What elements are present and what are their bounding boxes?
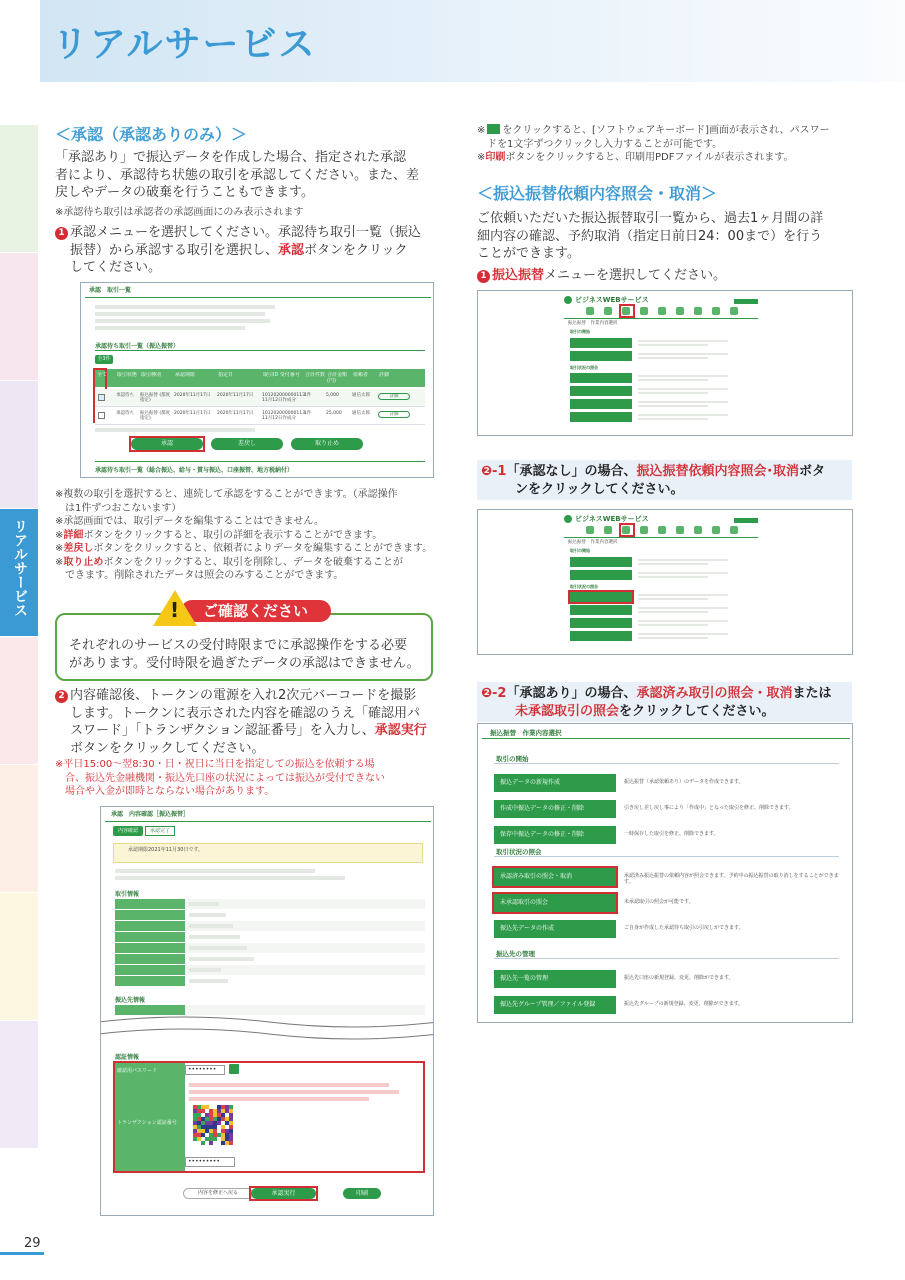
- approved-keyword: 承認済み取引の照会・取消: [636, 686, 793, 701]
- band2-text: [481, 685, 851, 721]
- portal-green-rule: [564, 318, 758, 319]
- time-note: [55, 758, 440, 799]
- step-number-2: 2: [55, 690, 68, 703]
- portal-nav-icon[interactable]: [676, 307, 684, 315]
- placeholder-line: [638, 563, 708, 565]
- highlight-transfer-menu: [619, 304, 635, 318]
- placeholder-line: [638, 353, 728, 355]
- step-current: 内容確認: [113, 826, 143, 836]
- approver-note: ※承認待ち取引は承認者の承認画面にのみ表示されます: [55, 207, 304, 218]
- band1-text: [481, 463, 851, 499]
- menu-item-desc: 承認済み振込振替の依頼内容が照会できます。予約中の振込振替の取り消しをすることができます。: [624, 873, 839, 885]
- portal-breadcrumb: 振込振替 作業内容選択: [568, 540, 618, 545]
- notice-text: 承認期限2021年11月30日です。: [128, 847, 204, 853]
- menu-item-desc: 引き戻し差し戻し事により「作成中」となった取引を修正、削除できます。: [624, 805, 794, 811]
- info-section-title: 取引情報: [115, 891, 140, 898]
- menu-item-desc: 一時保存した取引を修正、削除できます。: [624, 831, 719, 837]
- portal-menu-button[interactable]: [570, 631, 632, 641]
- band-number: ❷-2: [481, 686, 507, 701]
- text-line: 内容確認後、トークンの電源を入れ2次元バーコードを撮影: [70, 688, 417, 703]
- divider: [95, 461, 425, 462]
- highlight-inquiry-button: [568, 590, 634, 604]
- dest-section-title: 振込先情報: [115, 997, 146, 1004]
- portal-green-rule: [564, 537, 758, 538]
- portal-logo-icon: [564, 296, 572, 304]
- portal-menu-button[interactable]: [570, 605, 632, 615]
- page-number: 29: [24, 1236, 41, 1251]
- menu-section-rule: [494, 763, 839, 764]
- table-cell: 2020年11月17日: [217, 393, 254, 398]
- text-line: ことができます。: [477, 246, 580, 261]
- note-line: [55, 556, 435, 570]
- warning-title-badge: ご確認ください: [181, 600, 331, 622]
- text-line: ※: [477, 152, 486, 163]
- pw-label: 確認用パスワード: [115, 1063, 185, 1079]
- table-cell: 2020年11月17日: [174, 411, 211, 416]
- info-row-label: [115, 965, 185, 975]
- table-header-cell: 全て: [97, 372, 108, 378]
- portal-nav-icon[interactable]: [676, 526, 684, 534]
- text-line: メニューを選択してください。: [544, 268, 727, 283]
- placeholder-line: [638, 405, 708, 407]
- menu-item-desc: 振込先グループの新規登録、変更、削除ができます。: [624, 1001, 744, 1007]
- portal-nav-icon[interactable]: [640, 307, 648, 315]
- shot-section-title: 承認待ち取引一覧（振込振替）: [95, 343, 180, 350]
- placeholder-line: [638, 375, 728, 377]
- placeholder-line: [638, 414, 728, 416]
- side-tab: [0, 893, 38, 1021]
- menu-section-title: 振込先の管理: [496, 950, 535, 958]
- exclamation-icon: !: [170, 598, 180, 622]
- warning-text: [69, 637, 420, 673]
- portal-login-button[interactable]: [734, 518, 758, 523]
- placeholder-line: [95, 305, 275, 309]
- screenshot-portal-menu-2: [477, 509, 853, 655]
- placeholder-line: [638, 611, 708, 613]
- tx-number-input[interactable]: •••••••••: [185, 1157, 235, 1167]
- highlight-approve-button: [129, 436, 205, 452]
- table-header-cell: 合計件数: [305, 372, 326, 378]
- placeholder-line: [115, 869, 315, 873]
- portal-brand: ビジネスWEBサービス: [575, 296, 649, 304]
- step-number-1: 1: [477, 270, 490, 283]
- portal-section: 取引状況の照会: [570, 584, 598, 589]
- highlight-approved-button: [492, 866, 618, 888]
- portal-section: 取引の開始: [570, 548, 590, 553]
- portal-logo-icon: [564, 515, 572, 523]
- placeholder-line: [638, 598, 708, 600]
- placeholder-line: [95, 428, 255, 432]
- placeholder-line: [638, 576, 708, 578]
- note-text: ※: [55, 529, 64, 541]
- menu-item-label: 未承認取引の照会: [500, 899, 549, 906]
- text-line: 「承認あり」の場合、: [506, 686, 637, 701]
- portal-menu-button[interactable]: [570, 570, 632, 580]
- text-line: 「承認なし」の場合、: [506, 464, 637, 479]
- detail-button[interactable]: 詳細: [378, 411, 410, 418]
- menu-section-rule: [494, 856, 839, 857]
- table-header-cell: 取引種別: [141, 372, 162, 378]
- table-header-cell: 詳細: [379, 372, 390, 378]
- table-header-cell: 取引状態: [117, 372, 138, 378]
- table-cell: 101202000000113 11月12日作成分: [262, 411, 305, 421]
- divider: [482, 738, 850, 739]
- menu-section-title: 取引状況の照会: [496, 848, 542, 856]
- divider: [105, 821, 431, 822]
- table-cell: 1件: [304, 411, 312, 416]
- side-index-tabs: [0, 125, 38, 1149]
- table-header-cell: 合計金額(円): [327, 372, 348, 384]
- password-input[interactable]: ••••••••: [185, 1065, 225, 1075]
- portal-menu-button[interactable]: [570, 386, 632, 396]
- table-cell: 2020年11月17日: [217, 411, 254, 416]
- portal-nav-icon[interactable]: [586, 307, 594, 315]
- notice-box: [113, 843, 423, 863]
- table-cell: 通信太郎: [352, 411, 370, 416]
- placeholder-line: [189, 968, 221, 972]
- side-tab: [0, 1021, 38, 1149]
- note-text: は1件ずつおこないます）: [55, 502, 182, 514]
- text-line: ドを1文字ずつクリックし入力することが可能です。: [477, 138, 723, 150]
- step-number-1: 1: [55, 227, 68, 240]
- screenshot-approval-list: [80, 282, 434, 478]
- portal-menu-button[interactable]: [570, 557, 632, 567]
- step-next: 承認完了: [145, 826, 175, 836]
- page-title: リアルサービス: [52, 24, 317, 65]
- divider: [95, 350, 425, 351]
- side-tab-active: [0, 509, 38, 637]
- text-line: ※平日15:00～翌8:30・日・祝日に当日を指定しての振込を依頼する場: [55, 759, 375, 770]
- highlight-execute-button: [249, 1186, 318, 1201]
- info-row-label: [115, 932, 185, 942]
- portal-menu-button[interactable]: [570, 399, 632, 409]
- table-cell: 101202000000113 11月12日作成分: [262, 393, 305, 403]
- inquiry-step1: [477, 267, 726, 285]
- approval-intro: [55, 149, 435, 202]
- menu-crumb: 振込振替 作業内容選択: [490, 729, 562, 737]
- portal-menu-button[interactable]: [570, 338, 632, 348]
- note-text: ボタンをクリックすると、取引の詳細を表示することができます。: [83, 529, 383, 541]
- text-line: ※: [477, 125, 486, 136]
- portal-menu-button[interactable]: [570, 618, 632, 628]
- cancel-button[interactable]: 取り止め: [291, 438, 363, 450]
- text-line: 承認メニューを選択してください。承認待ち取引一覧（振込: [70, 225, 422, 240]
- keyboard-icon: [487, 124, 500, 134]
- table-cell: 通信太郎: [352, 393, 370, 398]
- approval-notes: [55, 488, 435, 583]
- side-tab: [0, 253, 38, 381]
- side-tab: [0, 125, 38, 253]
- text-line: します。トークンに表示された内容を確認のうえ「確認用パ: [70, 705, 420, 721]
- note-keyword: 詳細: [63, 529, 84, 541]
- menu-item-label: 振込データの新規作成: [500, 779, 561, 786]
- table-header-cell: 指定日: [218, 372, 234, 378]
- side-tab-label: リアルサービス: [12, 519, 28, 617]
- text-line: をクリックしてください。: [619, 704, 775, 719]
- portal-nav-icon[interactable]: [694, 307, 702, 315]
- text-line: 合、振込先金融機関・振込先口座の状況によっては振込が受付できない: [55, 772, 385, 784]
- portal-nav-icon[interactable]: [586, 526, 594, 534]
- portal-nav-icon[interactable]: [604, 526, 612, 534]
- cut-mark: [100, 1012, 434, 1042]
- remand-button[interactable]: 差戻し: [211, 438, 283, 450]
- info-row-label: [115, 976, 185, 986]
- menu-item-label: 保存中振込データの修正・削除: [500, 831, 585, 838]
- text-line: ボタ: [798, 464, 825, 479]
- note-text: ※承認画面では、取引データを編集することはできません。: [55, 516, 324, 527]
- band-number: ❷-1: [481, 464, 507, 479]
- menu-item-label: 振込先一覧の管理: [500, 975, 549, 982]
- portal-breadcrumb: 振込振替 作業内容選択: [568, 321, 618, 326]
- note-text: ※: [55, 543, 64, 554]
- approve-keyword: 承認: [278, 242, 305, 258]
- text-line: ボタンをクリックしてください。: [70, 740, 265, 756]
- placeholder-line: [638, 401, 728, 403]
- info-row-label: [115, 899, 185, 909]
- placeholder-line: [638, 388, 728, 390]
- step1-instruction: [55, 224, 435, 277]
- side-tab: [0, 765, 38, 893]
- shot-title: 承認 取引一覧: [89, 287, 132, 294]
- info-row-value: [185, 965, 425, 975]
- row-checkbox[interactable]: [98, 412, 105, 419]
- portal-nav-icon[interactable]: [604, 307, 612, 315]
- text-line: 細内容の確認、予約取消（指定日前日24：00まで）を行う: [477, 228, 823, 244]
- execute-button[interactable]: 承認実行: [251, 1188, 316, 1199]
- portal-section: 取引の開始: [570, 329, 590, 334]
- portal-nav-icon[interactable]: [694, 526, 702, 534]
- placeholder-line: [638, 418, 708, 420]
- portal-nav-icon[interactable]: [712, 307, 720, 315]
- screenshot-work-menu: [477, 723, 853, 1023]
- portal-nav-icon[interactable]: [640, 526, 648, 534]
- note-text: できます。削除されたデータは照会のみすることができます。: [55, 570, 344, 581]
- print-keyword: 印刷: [485, 152, 506, 163]
- text-line: ご依頼いただいた振込振替取引一覧から、過去1ヶ月間の詳: [477, 211, 824, 226]
- note-keyword: 差戻し: [63, 543, 94, 554]
- unapproved-keyword: 未承認取引の照会: [515, 704, 620, 719]
- execute-keyword: 承認実行: [374, 723, 427, 738]
- menu-item-label: 振込先データの作成: [500, 925, 555, 932]
- portal-nav-icon[interactable]: [658, 526, 666, 534]
- menu-item-desc: ご自身が作成した承認待ち取引の引戻しができます。: [624, 925, 744, 931]
- text-line: ンをクリックしてください。: [515, 482, 684, 497]
- info-row-label: [115, 921, 185, 931]
- portal-menu-button[interactable]: [570, 373, 632, 383]
- menu-item-label: 振込先グループ管理／ファイル登録: [500, 1001, 596, 1008]
- table-cell: 25,000: [326, 411, 342, 416]
- note-text: ※: [55, 556, 64, 568]
- text-line: 振替）から承認する取引を選択し、: [70, 242, 279, 258]
- menu-item-desc: 未承認取引の照会が可能です。: [624, 899, 694, 905]
- menu-item-desc: 振込先口座の新規登録、変更、削除ができます。: [624, 975, 734, 981]
- table-header-cell: 依頼者: [353, 372, 369, 378]
- section-heading-approval: ＜承認（承認ありのみ）＞: [55, 125, 248, 144]
- transfer-keyword: 振込振替: [492, 268, 545, 283]
- step2-instruction: [55, 687, 435, 757]
- placeholder-line: [638, 620, 728, 622]
- note-line: [55, 569, 435, 583]
- placeholder-line: [189, 979, 228, 983]
- table-cell: 振込振替 (都度指定): [140, 411, 171, 421]
- auth-section-title: 認証情報: [115, 1054, 140, 1061]
- portal-login-button[interactable]: [734, 299, 758, 304]
- note-line: [55, 542, 435, 556]
- highlight-transfer-menu: [619, 523, 635, 537]
- text-line: 者により、承認待ち状態の取引を承認してください。また、差: [55, 167, 420, 183]
- placeholder-line: [638, 344, 708, 346]
- table-cell: 2020年11月17日: [174, 393, 211, 398]
- tx-label: トランザクション認証番号: [115, 1079, 185, 1171]
- shot-title: 承認 内容確認［振込振替］: [111, 811, 190, 818]
- text-line: スワード」「トランザクション認証番号」を入力し、: [70, 723, 375, 738]
- text-line: 戻しやデータの破棄を行うこともできます。: [55, 185, 314, 200]
- placeholder-line: [115, 876, 345, 880]
- portal-nav-icon[interactable]: [730, 526, 738, 534]
- note-keyword: 取り止め: [63, 556, 104, 568]
- screenshot-portal-menu: [477, 290, 853, 436]
- side-tab: [0, 381, 38, 509]
- note-text: ボタンをクリックすると、依頼者によりデータを編集することができます。: [93, 543, 433, 554]
- info-row-label: [115, 954, 185, 964]
- text-line: それぞれのサービスの受付時限までに承認操作をする必要: [69, 638, 408, 653]
- menu-item-label: 作成中振込データの修正・削除: [500, 805, 585, 812]
- placeholder-line: [189, 924, 233, 928]
- text-line: があります。受付時限を過ぎたデータの承認はできません。: [69, 656, 420, 671]
- placeholder-line: [638, 633, 728, 635]
- highlight-auth-area: [113, 1061, 425, 1173]
- text-line: 場合や入金が即時とならない場合があります。: [55, 786, 275, 797]
- note-text: ボタンをクリックすると、取引を削除し、データを破棄することが: [103, 556, 403, 568]
- text-line: 「承認あり」で振込データを作成した場合、指定された承認: [55, 150, 407, 165]
- detail-button[interactable]: 詳細: [378, 393, 410, 400]
- placeholder-line: [638, 637, 708, 639]
- right-top-notes: [477, 124, 857, 165]
- placeholder-line: [95, 326, 245, 330]
- placeholder-line: [638, 357, 708, 359]
- placeholder-line: [638, 607, 728, 609]
- portal-section: 取引状況の照会: [570, 365, 598, 370]
- note-line: [55, 488, 435, 502]
- text-line: または: [792, 686, 832, 701]
- placeholder-line: [638, 572, 728, 574]
- print-button[interactable]: 印刷: [343, 1188, 381, 1199]
- placeholder-line: [638, 624, 708, 626]
- placeholder-line: [638, 392, 708, 394]
- menu-section-title: 取引の開始: [496, 755, 529, 763]
- portal-nav-icon[interactable]: [712, 526, 720, 534]
- portal-nav-icon[interactable]: [730, 307, 738, 315]
- inquiry-keyword: 振込振替依頼内容照会･取消: [636, 464, 799, 479]
- divider: [85, 297, 431, 298]
- text-line: ボタンをクリックすると、印刷用PDFファイルが表示されます。: [505, 152, 794, 163]
- table-header-cell: 取引ID 受付番号: [263, 372, 300, 378]
- footer-rule: [0, 1252, 44, 1255]
- inquiry-intro: [477, 210, 862, 263]
- row-checkbox[interactable]: [98, 394, 105, 401]
- menu-section-rule: [494, 958, 839, 959]
- portal-menu-button[interactable]: [570, 412, 632, 422]
- note-text: ※複数の取引を選択すると、連続して承認をすることができます。（承認操作: [55, 489, 398, 500]
- placeholder-line: [189, 946, 247, 950]
- table-cell: 承認待ち: [116, 411, 134, 416]
- header-tab-gap: [0, 0, 40, 82]
- approve-button[interactable]: 承認: [131, 438, 203, 450]
- portal-nav-icon[interactable]: [658, 307, 666, 315]
- text-line: をクリックすると、[ソフトウェアキーボード]画面が表示され、パスワー: [502, 125, 830, 136]
- portal-menu-button[interactable]: [570, 351, 632, 361]
- highlight-unapproved-button: [492, 892, 618, 914]
- shot-section-title-2: 承認待ち取引一覧（総合振込、給与・賞与振込、口座振替、地方税納付）: [95, 467, 294, 474]
- placeholder-line: [638, 594, 728, 596]
- placeholder-line: [95, 312, 265, 316]
- table-cell: 1件: [304, 393, 312, 398]
- screenshot-approval-confirm: [100, 806, 434, 1216]
- placeholder-line: [189, 902, 219, 906]
- placeholder-line: [95, 319, 270, 323]
- count-badge: 全3件: [95, 355, 113, 364]
- table-header-cell: 承認期限: [175, 372, 196, 378]
- note-line: [55, 529, 435, 543]
- placeholder-line: [189, 935, 240, 939]
- info-row-label: [115, 943, 185, 953]
- info-row-value: [185, 899, 425, 909]
- side-tab: [0, 637, 38, 765]
- section-heading-inquiry: ＜振込振替依頼内容照会・取消＞: [477, 184, 718, 203]
- warning-box: [55, 613, 433, 681]
- menu-item-desc: 振込振替（承認依頼あり）のデータを作成できます。: [624, 779, 744, 785]
- table-cell: 5,000: [326, 393, 339, 398]
- table-cell: 振込振替 (都度指定): [140, 393, 171, 403]
- placeholder-line: [189, 913, 226, 917]
- placeholder-line: [638, 340, 728, 342]
- portal-brand: ビジネスWEBサービス: [575, 515, 649, 523]
- table-cell: 承認待ち: [116, 393, 134, 398]
- placeholder-line: [189, 957, 254, 961]
- back-button[interactable]: 内容を修正へ戻る: [183, 1188, 253, 1199]
- placeholder-line: [638, 559, 728, 561]
- placeholder-line: [638, 379, 708, 381]
- note-line: [55, 502, 435, 516]
- menu-item-label: 承認済み取引の照会・取消: [500, 873, 573, 880]
- text-line: ボタンをクリック: [304, 242, 408, 258]
- note-line: [55, 515, 435, 529]
- info-row-label: [115, 910, 185, 920]
- text-line: してください。: [70, 260, 162, 275]
